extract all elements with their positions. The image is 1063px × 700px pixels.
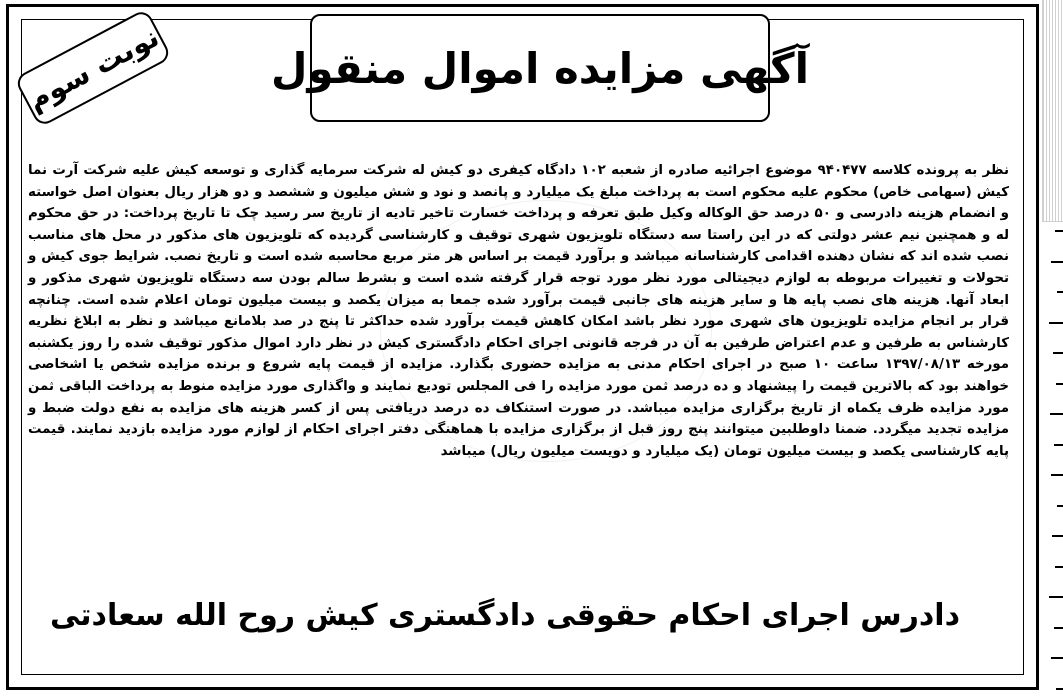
text-fragment: [1057, 505, 1063, 507]
text-fragment: [1049, 322, 1063, 324]
text-fragment: [1055, 230, 1063, 232]
text-fragment: [1057, 291, 1063, 293]
text-fragment: [1051, 474, 1063, 476]
notice-title: آگهی مزایده اموال منقول: [271, 43, 809, 93]
adjacent-text-fragments: [1042, 230, 1063, 690]
text-fragment: [1055, 566, 1063, 568]
text-fragment: [1054, 627, 1063, 629]
adjacent-column-edge: [1042, 0, 1063, 700]
text-fragment: [1049, 596, 1063, 598]
text-fragment: [1051, 261, 1063, 263]
notice-body: نظر به پرونده کلاسه ۹۴۰۴۷۷ موضوع اجرائیه صادره از شعبه ۱۰۲ دادگاه کیفری دو کیش له شرکت سرمایه گذاری و توسعه کیش علیه شرکت آرت نما کیش (سهامی خاص) محکوم علیه محکوم است به پرداخت مبلغ یک میلیارد و پانصد و نود و شش میلیون و ششصد و دو هزار ریال بعنوان اصل خواسته و انضمام هزینه دادرسی و ۵۰ درصد حق الوکاله وکیل طبق تعرفه و پرداخت خسارت تاخیر تادیه از تاریخ سر رسید چک تا تاریخ پرداخت: در حق محکوم له و همچنین نیم عشر دولتی که در این راستا سه دستگاه تلویزیون شهری توقیف و کارشناسی گردیده که تلویزیون های مذکور در محل های مناسب نصب شده اند که نشان دهنده اقدامی کارشناسانه میباشد و برآورد قیمت بر اساس هر متر مربع محاسبه شده است و تاریخ نصب. شرایط جوی کیش و تحولات و تغییرات مربوطه به لوازم دیجیتالی مورد نظر مورد توجه قرار گرفته شده است و بشرط سالم بودن سه دستگاه تلویزیون شهری مذکور و ابعاد آنها. هزینه های نصب پایه ها و سایر هزینه های جانبی قیمت برآورد شده جمعا به میزان یکصد و بیست میلیون تومان اعلام شده است. چنانچه قرار بر انجام مزایده تلویزیون های شهری مورد نظر باشد امکان کاهش قیمت برآورد شده حداکثر تا پنج در صد بلامانع میباشد و نظر به ابلاغ نظریه کارشناس به طرفین و عدم اعتراض طرفین به آن در فرجه قانونی اجرای احکام دادگستری کیش در نظر دارد اموال مذکور توقیف شده را روز یکشنبه مورخه ۱۳۹۷/۰۸/۱۳ ساعت ۱۰ صبح در اجرای احکام مدنی به مزایده حضوری بگذارد. مزایده از قیمت پایه شروع و برنده مزایده شخص یا اشخاصی خواهند بود که بالاترین قیمت را پیشنهاد و ده درصد ثمن مورد مزایده را فی المجلس تودیع نمایند و واگذاری مورد مزایده منوط به پرداخت الباقی ثمن مورد مزایده ظرف یکماه از تاریخ برگزاری مزایده میباشد. در صورت استنکاف ده درصد دریافتی پس از کسر هزینه های مزایده به نفع دولت ضبط و مزایده تجدید میگردد. ضمنا داوطلبین میتوانند پنج روز قبل از برگزاری مزایده با هماهنگی دفتر اجرای احکام از لوازم مورد مزایده بازدید نمایند. قیمت پایه کارشناسی یکصد و بیست میلیون تومان (یک میلیارد و دویست میلیون ریال) میباشد: [28, 163, 1010, 459]
text-fragment: [1056, 383, 1063, 385]
text-fragment: [1056, 688, 1063, 690]
signature-line: دادرس اجرای احکام حقوقی دادگستری کیش روح الله سعادتی: [49, 598, 960, 633]
text-fragment: [1053, 352, 1063, 354]
text-fragment: [1052, 535, 1063, 537]
text-fragment: [1054, 444, 1063, 446]
text-fragment: [1051, 657, 1063, 659]
adjacent-box: [1042, 0, 1063, 222]
title-banner: [271, 14, 809, 122]
badge-label: نوبت سوم: [21, 19, 165, 117]
text-fragment: [1050, 413, 1063, 415]
